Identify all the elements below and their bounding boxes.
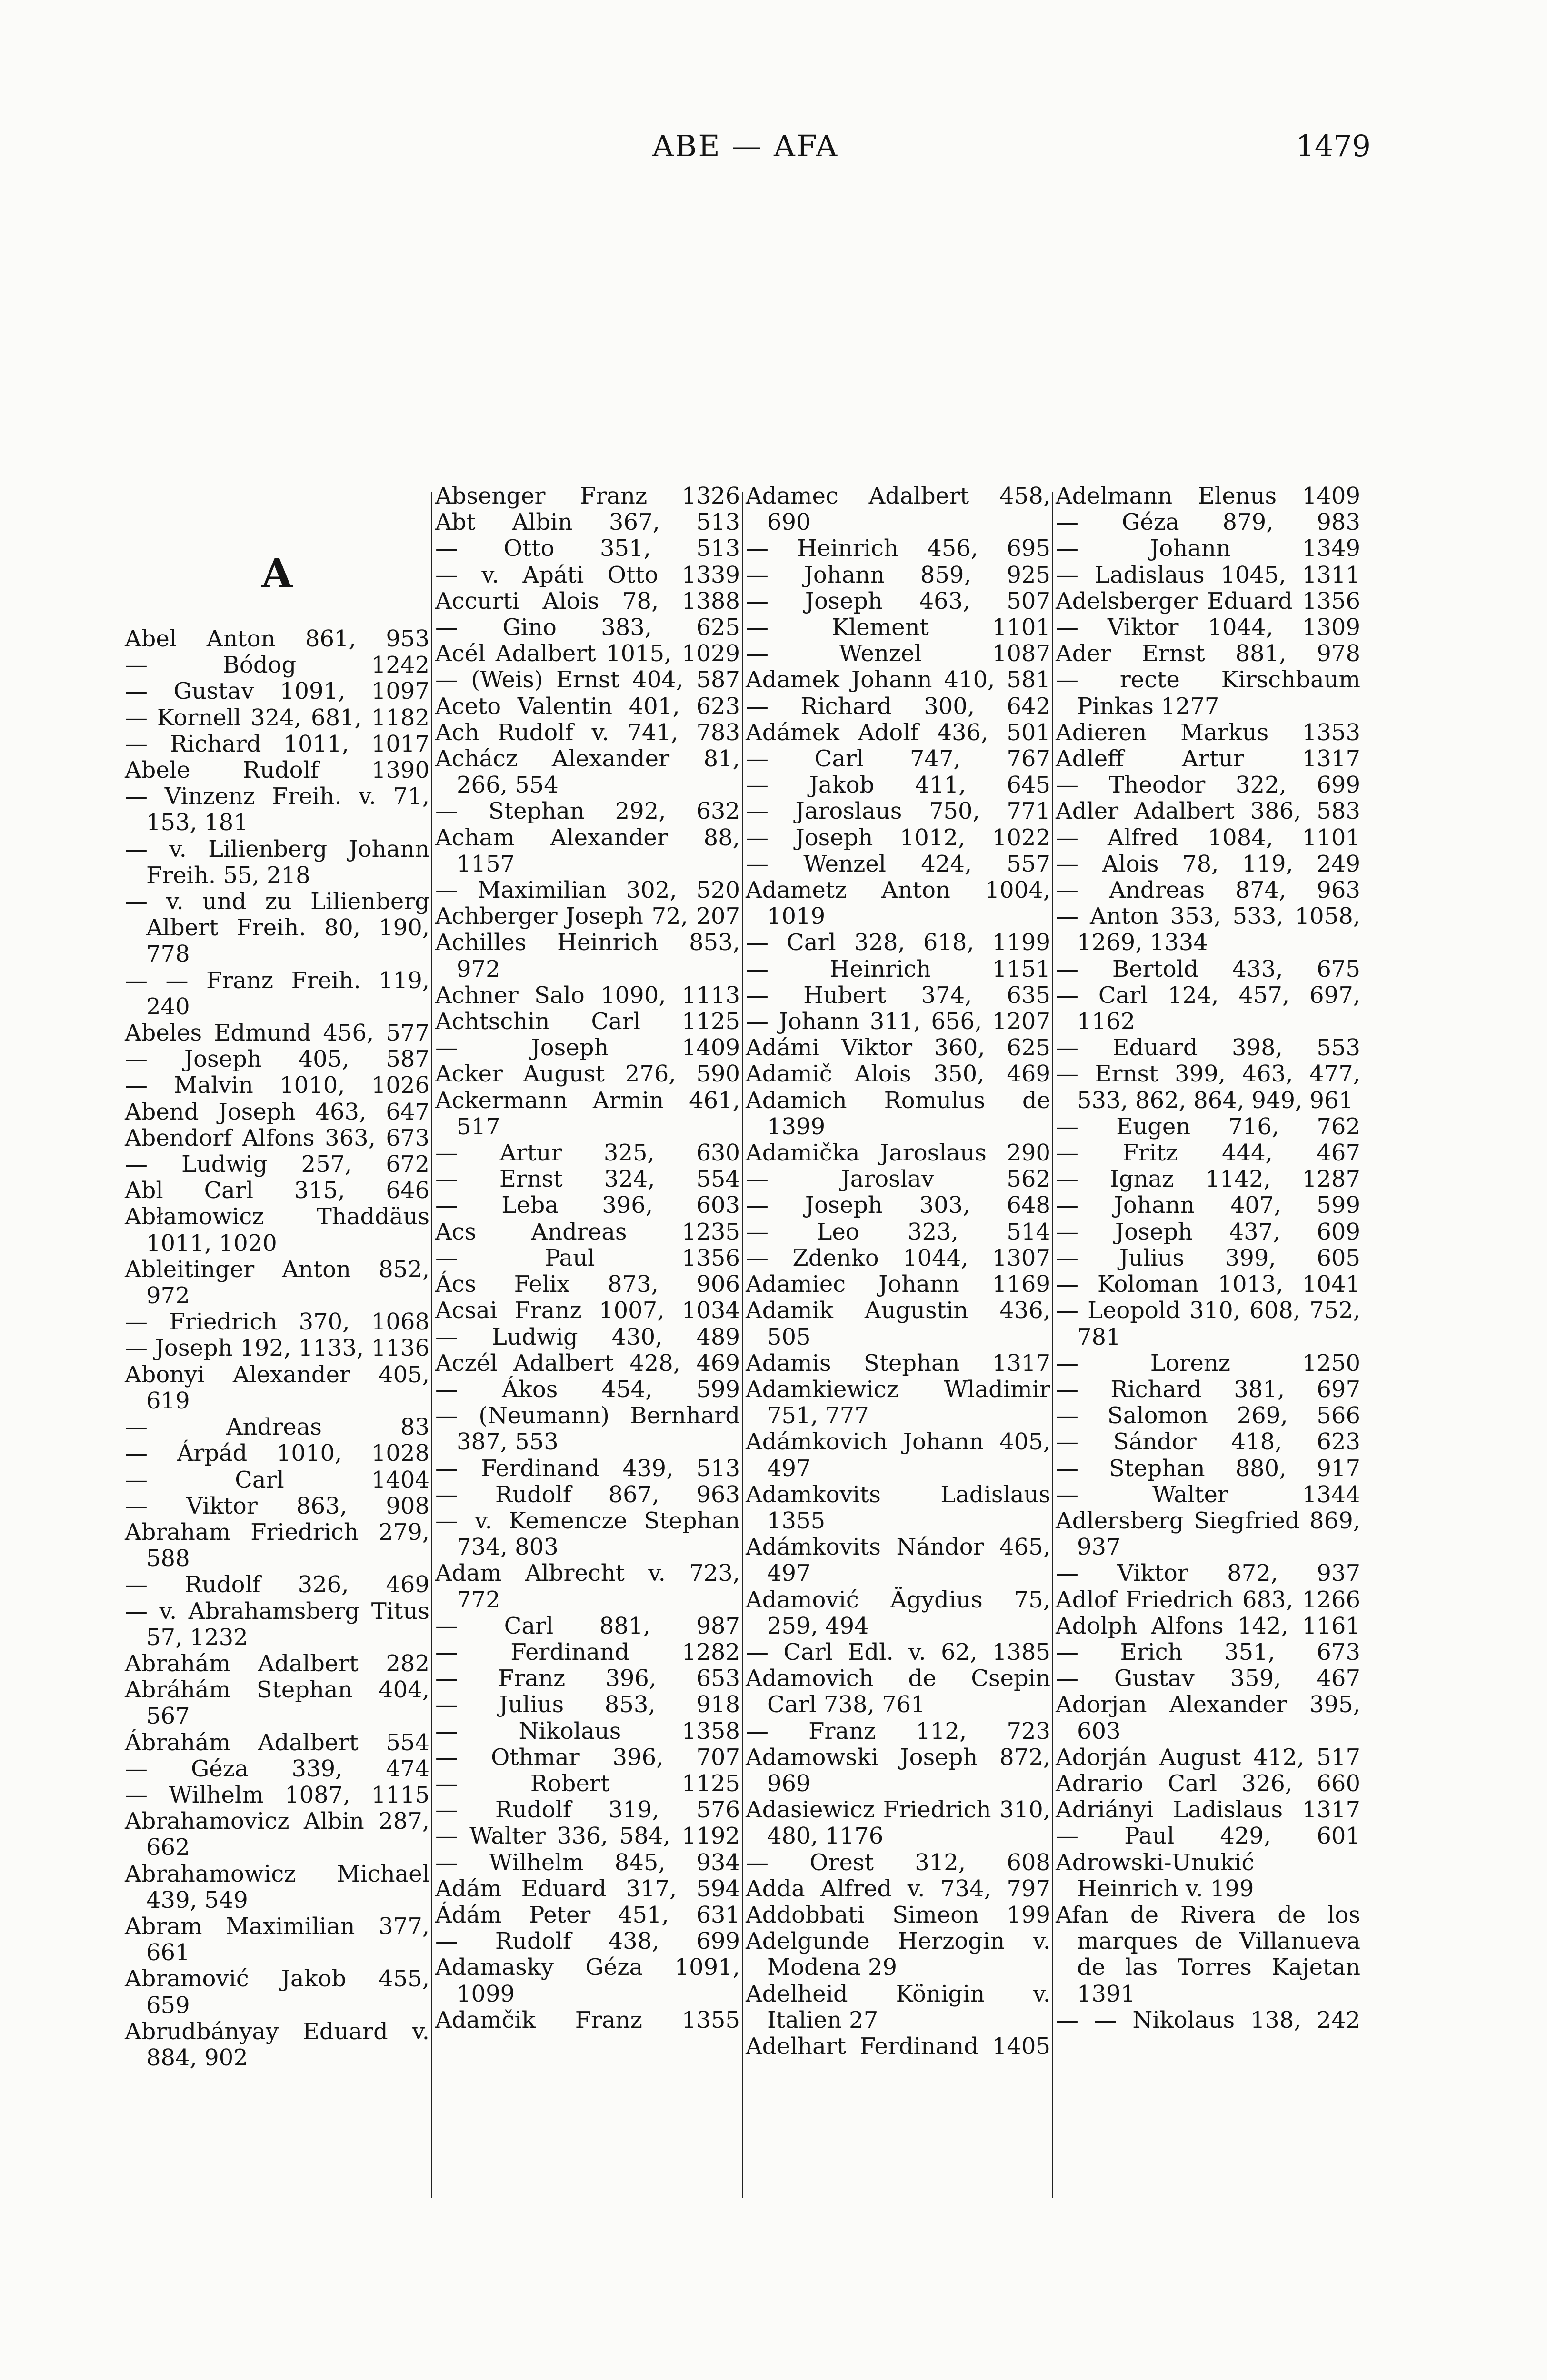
index-entry: — Ferdinand 439, 513 [435,1455,740,1482]
index-entry: — Wilhelm 845, 934 [435,1849,740,1876]
index-entry: — (Neumann) Bernhard 387, 553 [435,1402,740,1456]
index-entry: — Alois 78, 119, 249 [1056,850,1360,877]
index-entry: — Julius 399, 605 [1056,1244,1360,1271]
index-entry: — — Franz Freih. 119, 240 [125,967,429,1020]
index-entry: — Joseph 303, 648 [746,1192,1050,1219]
index-entry: Adámi Viktor 360, 625 [746,1034,1050,1061]
index-entry: Adamovich de Csepin Carl 738, 761 [746,1665,1050,1718]
index-entry: — v. Lilienberg Johann Freih. 55, 218 [125,835,429,889]
index-entry: — v. Apáti Otto 1339 [435,561,740,588]
index-entry: — Kornell 324, 681, 1182 [125,704,429,731]
index-entry: — Gustav 1091, 1097 [125,678,429,705]
index-entry: Adámkovich Johann 405, 497 [746,1428,1050,1482]
index-entry: — Viktor 863, 908 [125,1492,429,1519]
index-column-4 [1056,483,1360,2225]
index-entry: Adamich Romulus de 1399 [746,1087,1050,1140]
index-entry: — Johann 407, 599 [1056,1192,1360,1219]
index-entry: Accurti Alois 78, 1388 [435,587,740,615]
index-entry: Ackermann Armin 461, 517 [435,1087,740,1140]
index-entry: — Leo 323, 514 [746,1218,1050,1245]
index-entry: Abráhám Stephan 404, 567 [125,1676,429,1730]
index-entry: — Carl 747, 767 [746,745,1050,773]
index-entry: — Jaroslaus 750, 771 [746,798,1050,825]
running-head: ABE — AFA [652,129,839,163]
index-entry: Adámkovits Nándor 465, 497 [746,1534,1050,1587]
index-entry: Adler Adalbert 386, 583 [1056,798,1360,825]
index-entry: — Fritz 444, 467 [1056,1140,1360,1167]
index-entry: Acél Adalbert 1015, 1029 [435,640,740,667]
page-header [0,129,1547,171]
index-entry: Abonyi Alexander 405, 619 [125,1361,429,1414]
index-entry: — Othmar 396, 707 [435,1744,740,1771]
index-entry: — Ákos 454, 599 [435,1376,740,1403]
index-entry: — Ludwig 257, 672 [125,1151,429,1178]
index-entry: — Rudolf 438, 699 [435,1928,740,1955]
index-entry: Adleff Artur 1317 [1056,745,1360,773]
index-entry: Adlof Friedrich 683, 1266 [1056,1586,1360,1613]
index-entry: — Theodor 322, 699 [1056,772,1360,799]
index-entry: Adamkovits Ladislaus 1355 [746,1481,1050,1534]
index-entry: Achtschin Carl 1125 [435,1008,740,1035]
index-entry: — Salomon 269, 566 [1056,1402,1360,1429]
index-entry: — Joseph 192, 1133, 1136 [125,1335,429,1362]
index-entry: Adamis Stephan 1317 [746,1349,1050,1377]
index-entry: — Wenzel 1087 [746,640,1050,667]
page-number: 1479 [1296,129,1371,163]
index-entry: — Carl 881, 987 [435,1612,740,1639]
index-entry: Adamčik Franz 1355 [435,2006,740,2033]
index-entry: — recte Kirschbaum Pinkas 1277 [1056,666,1360,720]
index-entry: — Joseph 437, 609 [1056,1218,1360,1245]
index-entry: — Johann 1349 [1056,535,1360,562]
index-entry: Adorjan Alexander 395, 603 [1056,1691,1360,1745]
index-entry: — Gustav 359, 467 [1056,1665,1360,1692]
index-entry: — Orest 312, 608 [746,1849,1050,1876]
index-entry: — Paul 429, 601 [1056,1823,1360,1850]
index-entry: — Walter 336, 584, 1192 [435,1823,740,1850]
index-entry: Abeles Edmund 456, 577 [125,1020,429,1047]
index-entry: — Árpád 1010, 1028 [125,1440,429,1467]
index-entry: — Lorenz 1250 [1056,1349,1360,1377]
index-entry: Adorján August 412, 517 [1056,1744,1360,1771]
index-entry: — Malvin 1010, 1026 [125,1072,429,1099]
index-entry: — Rudolf 867, 963 [435,1481,740,1508]
index-entry: Abrudbányay Eduard v. 884, 902 [125,2018,429,2071]
index-entry: Abend Joseph 463, 647 [125,1098,429,1125]
index-entry: Adamička Jaroslaus 290 [746,1140,1050,1167]
index-entry: — — Nikolaus 138, 242 [1056,2006,1360,2033]
index-entry: Ader Ernst 881, 978 [1056,640,1360,667]
index-column-2 [435,483,740,2225]
index-entry: — Paul 1356 [435,1244,740,1271]
column-rule [431,492,432,2198]
index-entry: Abt Albin 367, 513 [435,509,740,536]
index-entry: — Joseph 1409 [435,1034,740,1061]
index-entry: — Ladislaus 1045, 1311 [1056,561,1360,588]
index-entry: — Artur 325, 630 [435,1140,740,1167]
index-entry: — Hubert 374, 635 [746,982,1050,1009]
index-entry: — Eduard 398, 553 [1056,1034,1360,1061]
index-entry: — Richard 1011, 1017 [125,730,429,757]
index-entry: — Johann 859, 925 [746,561,1050,588]
index-entry: Adrowski-Unukić Heinrich v. 199 [1056,1849,1255,1902]
index-entry: Adamek Johann 410, 581 [746,666,1050,694]
index-entry: — Ludwig 430, 489 [435,1323,740,1350]
index-entry: — Bódog 1242 [125,652,429,679]
index-entry: Acs Andreas 1235 [435,1218,740,1245]
index-entry: Adelhart Ferdinand 1405 [746,2033,1050,2060]
index-entry: Adamik Augustin 436, 505 [746,1297,1050,1350]
index-entry: Afan de Rivera de los marques de Villanueva de las Torres Kajetan 1391 [1056,1901,1360,2007]
index-entry: Adlersberg Siegfried 869, 937 [1056,1507,1360,1561]
index-entry: — Joseph 1012, 1022 [746,824,1050,851]
index-entry: Addobbati Simeon 199 [746,1901,1050,1928]
index-entry: Abrahamowicz Michael 439, 549 [125,1860,429,1914]
letter-heading: A [261,550,293,597]
index-entry: — Rudolf 319, 576 [435,1796,740,1824]
index-entry: Acker August 276, 590 [435,1061,740,1088]
index-column-1 [125,483,429,2225]
index-entry: Adriányi Ladislaus 1317 [1056,1796,1360,1824]
index-entry: — Carl Edl. v. 62, 1385 [746,1638,1050,1666]
index-entry: — Viktor 872, 937 [1056,1560,1360,1587]
index-entry: — Heinrich 456, 695 [746,535,1050,562]
index-entry: — Leba 396, 603 [435,1192,740,1219]
index-entry: — Richard 381, 697 [1056,1376,1360,1403]
index-entry: — Klement 1101 [746,614,1050,641]
index-entry: Acsai Franz 1007, 1034 [435,1297,740,1324]
index-entry: — Wenzel 424, 557 [746,850,1050,877]
index-entry: Adamowski Joseph 872, 969 [746,1744,1050,1797]
index-entry: Adamiec Johann 1169 [746,1271,1050,1298]
index-entry: — Carl 1404 [125,1466,429,1493]
index-entry: — Wilhelm 1087, 1115 [125,1781,429,1808]
index-entry: Adolph Alfons 142, 1161 [1056,1612,1360,1639]
index-entry: — v. Kemencze Stephan 734, 803 [435,1507,740,1561]
index-entry: Adda Alfred v. 734, 797 [746,1875,1050,1902]
index-entry: — Joseph 463, 507 [746,587,1050,615]
index-entry: — Zdenko 1044, 1307 [746,1244,1050,1271]
index-entry: Abel Anton 861, 953 [125,625,429,652]
index-entry: — Anton 353, 533, 1058, 1269, 1334 [1056,903,1360,956]
index-entry: — Géza 339, 474 [125,1755,429,1782]
index-entry: — Julius 853, 918 [435,1691,740,1718]
index-entry: Absenger Franz 1326 [435,483,740,509]
index-entry: Ádám Peter 451, 631 [435,1901,740,1928]
index-entry: — Robert 1125 [435,1770,740,1797]
index-entry: — Stephan 880, 917 [1056,1455,1360,1482]
index-entry: — Carl 328, 618, 1199 [746,929,1050,956]
index-entry: — Géza 879, 983 [1056,509,1360,536]
index-entry: Abrahamovicz Albin 287, 662 [125,1808,429,1861]
index-entry: Ács Felix 873, 906 [435,1271,740,1298]
index-entry: Adametz Anton 1004, 1019 [746,877,1050,930]
index-entry: — Alfred 1084, 1101 [1056,824,1360,851]
index-entry: — Erich 351, 673 [1056,1638,1360,1666]
index-entry: — Rudolf 326, 469 [125,1571,429,1598]
index-entry: Achácz Alexander 81, 266, 554 [435,745,740,799]
index-entry: — Ernst 399, 463, 477, 533, 862, 864, 949, 961 [1056,1061,1360,1114]
index-entry: Adamec Adalbert 458, 690 [746,483,1050,536]
index-entry: Abl Carl 315, 646 [125,1177,429,1204]
index-entry: Adrario Carl 326, 660 [1056,1770,1360,1797]
index-entry: — Richard 300, 642 [746,693,1050,720]
index-entry: — Ignaz 1142, 1287 [1056,1166,1360,1193]
index-entry: — Ernst 324, 554 [435,1166,740,1193]
index-entry: Abrahám Adalbert 282 [125,1650,429,1677]
index-column-3 [746,483,1050,2225]
index-entry: Abłamowicz Thaddäus 1011, 1020 [125,1203,429,1257]
index-entry: Abendorf Alfons 363, 673 [125,1124,429,1151]
index-entry: — Ferdinand 1282 [435,1638,740,1666]
index-entry: — Jakob 411, 645 [746,772,1050,799]
index-entry: — Otto 351, 513 [435,535,740,562]
index-entry: — Andreas 874, 963 [1056,877,1360,904]
index-entry: — Andreas 83 [125,1414,429,1441]
index-entry: Abram Maximilian 377, 661 [125,1913,429,1966]
index-entry: — Johann 311, 656, 1207 [746,1008,1050,1035]
index-entry: Abraham Friedrich 279, 588 [125,1518,429,1572]
index-entry: Adamič Alois 350, 469 [746,1061,1050,1088]
index-entry: — Franz 396, 653 [435,1665,740,1692]
index-entry: Adelsberger Eduard 1356 [1056,587,1360,615]
index-entry: — (Weis) Ernst 404, 587 [435,666,740,694]
index-entry: — Joseph 405, 587 [125,1046,429,1073]
index-entry: Adamasky Géza 1091, 1099 [435,1954,740,2007]
index-entry: Adamkiewicz Wladimir 751, 777 [746,1376,1050,1429]
index-entry: Achilles Heinrich 853, 972 [435,929,740,982]
index-entry: — Gino 383, 625 [435,614,740,641]
index-entry: Adelheid Königin v. Italien 27 [746,1980,1050,2033]
index-entry: Achner Salo 1090, 1113 [435,982,740,1009]
index-entry: Aczél Adalbert 428, 469 [435,1349,740,1377]
index-entry: — Maximilian 302, 520 [435,877,740,904]
index-entry: — Viktor 1044, 1309 [1056,614,1360,641]
index-entry: — Koloman 1013, 1041 [1056,1271,1360,1298]
index-columns [125,483,1360,2225]
index-entry: Ach Rudolf v. 741, 783 [435,719,740,746]
index-entry: Adám Eduard 317, 594 [435,1875,740,1902]
column-rule [1052,492,1053,2198]
index-entry: Abramović Jakob 455, 659 [125,1965,429,2019]
index-entry: Adam Albrecht v. 723, 772 [435,1560,740,1613]
index-entry: — Heinrich 1151 [746,955,1050,982]
index-entry: — Friedrich 370, 1068 [125,1309,429,1336]
index-entry: — v. und zu Lilienberg Albert Freih. 80, 190, 778 [125,888,429,968]
index-entry: — Stephan 292, 632 [435,798,740,825]
index-entry: — Franz 112, 723 [746,1717,1050,1745]
index-entry: — Leopold 310, 608, 752, 781 [1056,1297,1360,1350]
index-entry: Adieren Markus 1353 [1056,719,1360,746]
index-entry: — Vinzenz Freih. v. 71, 153, 181 [125,783,429,836]
index-entry: Aceto Valentin 401, 623 [435,693,740,720]
index-entry: Adámek Adolf 436, 501 [746,719,1050,746]
index-entry: Abele Rudolf 1390 [125,757,429,784]
index-entry: Adelmann Elenus 1409 [1056,483,1360,509]
index-entry: — v. Abrahamsberg Titus 57, 1232 [125,1597,429,1651]
index-entry: Ableitinger Anton 852, 972 [125,1256,429,1309]
index-entry: — Carl 124, 457, 697, 1162 [1056,982,1360,1035]
index-entry: Ábrahám Adalbert 554 [125,1729,429,1756]
index-entry: — Nikolaus 1358 [435,1717,740,1745]
index-entry: Adasiewicz Friedrich 310, 480, 1176 [746,1796,1050,1850]
index-entry: — Eugen 716, 762 [1056,1113,1360,1140]
index-entry: — Jaroslav 562 [746,1166,1050,1193]
column-rule [742,492,743,2198]
index-entry: Acham Alexander 88, 1157 [435,824,740,877]
index-entry: — Bertold 433, 675 [1056,955,1360,982]
index-entry: — Walter 1344 [1056,1481,1360,1508]
index-entry: Adamović Ägydius 75, 259, 494 [746,1586,1050,1639]
index-entry: Achberger Joseph 72, 207 [435,903,740,930]
index-entry: — Sándor 418, 623 [1056,1428,1360,1456]
index-entry: Adelgunde Herzogin v. Modena 29 [746,1928,1050,1981]
